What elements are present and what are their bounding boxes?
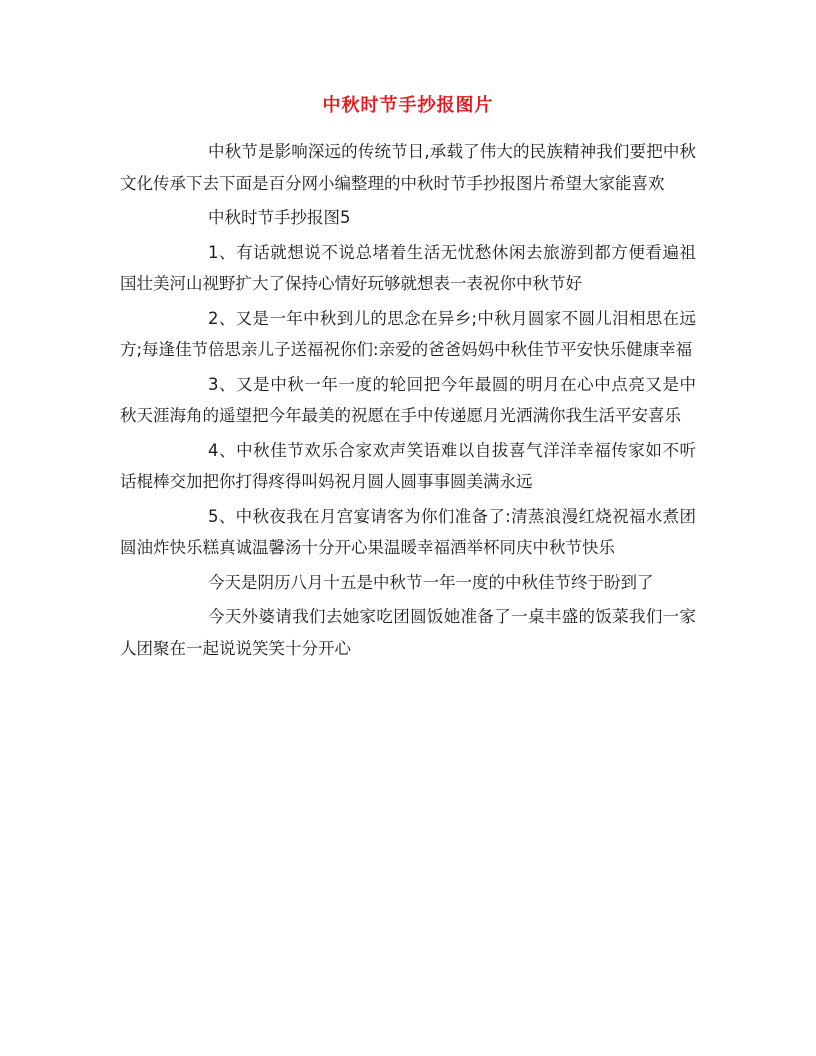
greeting-paragraph-3: 3、又是中秋一年一度的轮回把今年最圆的明月在心中点亮又是中秋天涯海角的遥望把今年最美的祝愿在手中传递愿月光洒满你我生活平安喜乐	[120, 374, 696, 425]
section-heading: 中秋时节手抄报图5	[208, 208, 351, 227]
document-body	[120, 136, 696, 667]
document-title: 中秋时节手抄报图片	[322, 95, 494, 116]
greeting-paragraph-1: 1、有话就想说不说总堵着生活无忧愁休闲去旅游到都方便看遍祖国壮美河山视野扩大了保持心情好玩够就想表一表祝你中秋节好	[120, 242, 696, 293]
greeting-paragraph-5: 5、中秋夜我在月宫宴请客为你们准备了:清蒸浪漫红烧祝福水煮团圆油炸快乐糕真诚温馨汤十分开心果温暖幸福酒举杯同庆中秋节快乐	[120, 506, 696, 557]
intro-paragraph: 中秋节是影响深远的传统节日,承载了伟大的民族精神我们要把中秋文化传承下去下面是百分网小编整理的中秋时节手抄报图片希望大家能喜欢	[120, 142, 696, 193]
greeting-paragraph-4: 4、中秋佳节欢乐合家欢声笑语难以自拔喜气洋洋幸福传家如不听话棍棒交加把你打得疼得叫妈祝月圆人圆事事圆美满永远	[120, 440, 696, 491]
greeting-paragraph-2: 2、又是一年中秋到儿的思念在异乡;中秋月圆家不圆儿泪相思在远方;每逢佳节倍思亲儿子送福祝你们:亲爱的爸爸妈妈中秋佳节平安快乐健康幸福	[120, 308, 696, 359]
diary-paragraph-1: 今天是阴历八月十五是中秋节一年一度的中秋佳节终于盼到了	[208, 572, 654, 592]
diary-paragraph-2: 今天外婆请我们去她家吃团圆饭她准备了一桌丰盛的饭菜我们一家人团聚在一起说说笑笑十分开心	[120, 607, 696, 658]
